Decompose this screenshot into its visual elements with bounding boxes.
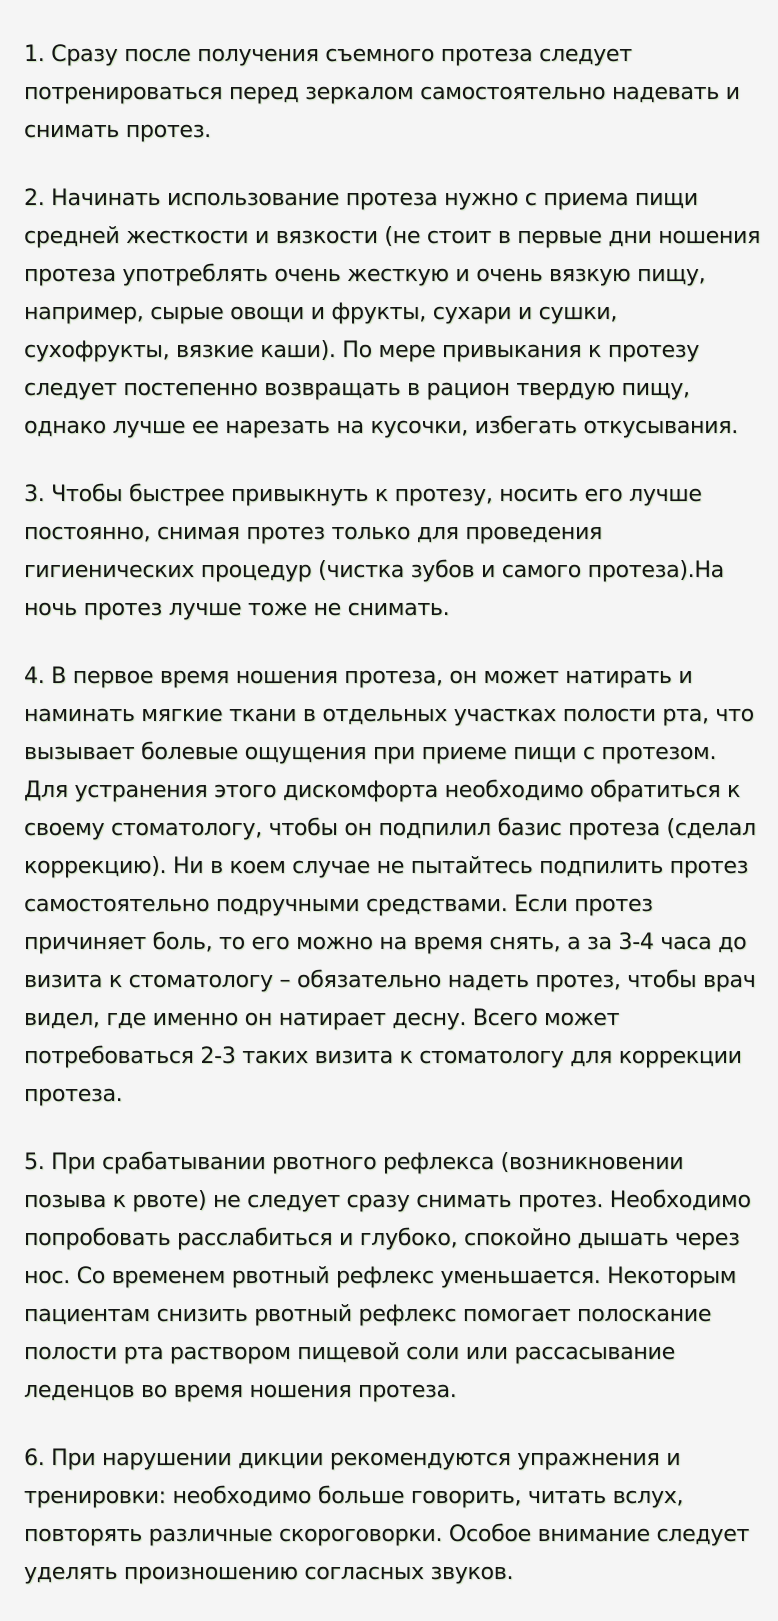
paragraph-6: 6. При нарушении дикции рекомендуются упражнения и тренировки: необходимо больше говорить, читать вслух, повторять различные скороговорки. Особое внимание следует уделять произношению согласных звуков. xyxy=(24,1445,750,1585)
paragraph-1: 1. Сразу после получения съемного протеза следует потренироваться перед зеркалом самостоятельно надевать и снимать протез. xyxy=(24,41,740,143)
paragraph-2: 2. Начинать использование протеза нужно с приема пищи средней жесткости и вязкости (не стоит в первые дни ношения протеза употреблять очень жесткую и очень вязкую пищу, например, сырые овощи и фрукты, сухари и сушки, сухофрукты, вязкие каши). По мере привыкания к протезу следует постепенно возвращать в рацион твердую пищу, однако лучше ее нарезать на кусочки, избегать откусывания. xyxy=(24,185,761,439)
paragraph-5: 5. При срабатывании рвотного рефлекса (возникновении позыва к рвоте) не следует сразу снимать протез. Необходимо попробовать расслабиться и глубоко, спокойно дышать через нос. Со временем рвотный рефлекс уменьшается. Некоторым пациентам снизить рвотный рефлекс помогает полоскание полости рта раствором пищевой соли или рассасывание леденцов во время ношения протеза. xyxy=(24,1149,751,1403)
paragraph-4: 4. В первое время ношения протеза, он может натирать и наминать мягкие ткани в отдельных участках полости рта, что вызывает болевые ощущения при приеме пищи с протезом. Для устранения этого дискомфорта необходимо обратиться к своему стоматологу, чтобы он подпилил базис протеза (сделал коррекцию). Ни в коем случае не пытайтесь подпилить протез самостоятельно подручными средствами. Если протез причиняет боль, то его можно на время снять, а за 3-4 часа до визита к стоматологу – обязательно надеть протез, чтобы врач видел, где именно он натирает десну. Всего может потребоваться 2-3 таких визита к стоматологу для коррекции протеза. xyxy=(24,663,756,1107)
paragraph-3: 3. Чтобы быстрее привыкнуть к протезу, носить его лучше постоянно, снимая протез только для проведения гигиенических процедур (чистка зубов и самого протеза).На ночь протез лучше тоже не снимать. xyxy=(24,481,724,621)
